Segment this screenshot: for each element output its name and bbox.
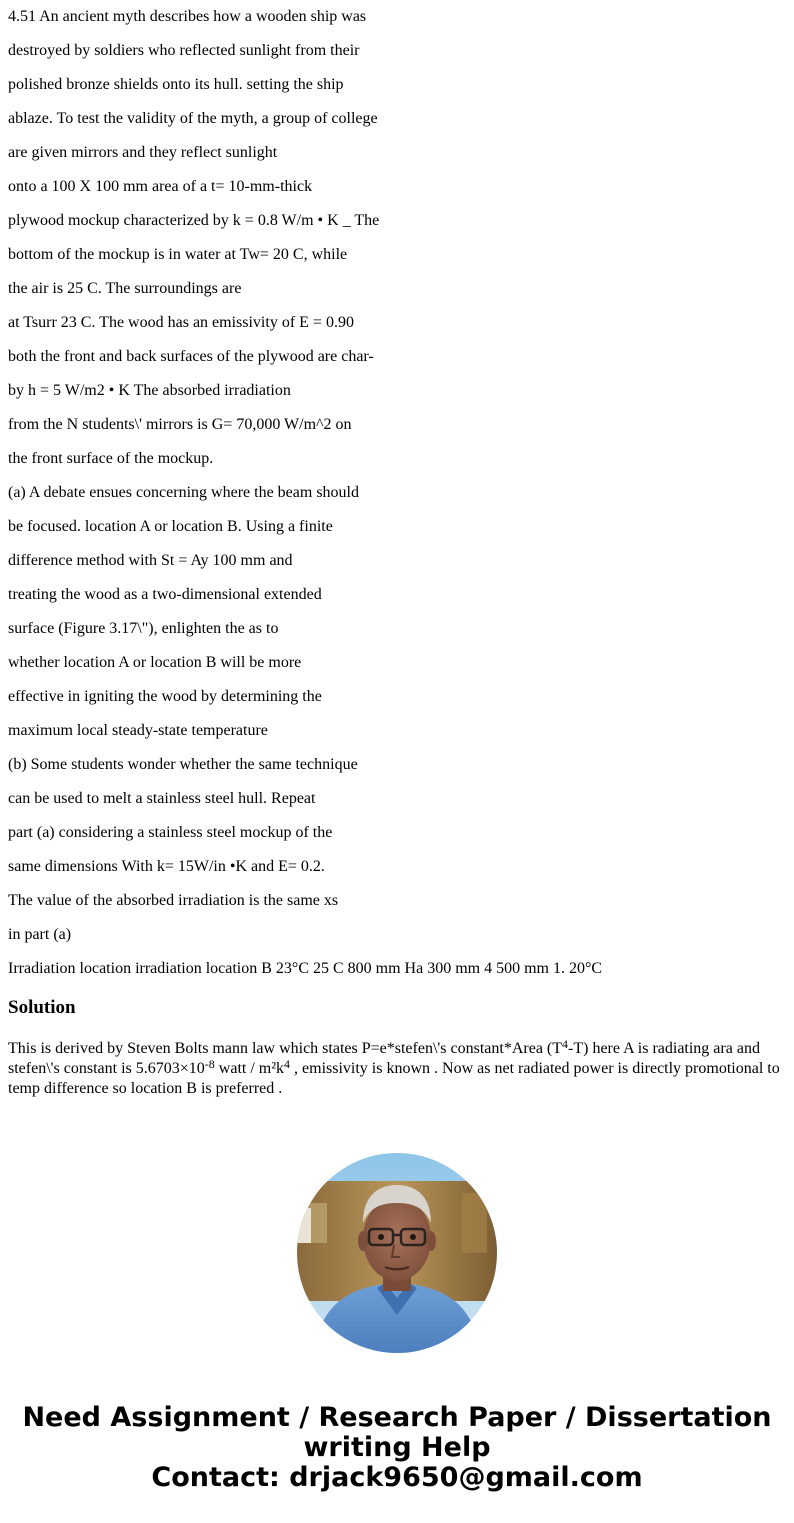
- question-line: The value of the absorbed irradiation is the same xs: [8, 892, 339, 909]
- question-line: bottom of the mockup is in water at Tw= 20 C, while: [8, 246, 348, 263]
- question-text: [8, 0, 788, 986]
- question-line: polished bronze shields onto its hull. setting the ship: [8, 76, 344, 93]
- solution-text: [8, 1039, 788, 1099]
- question-line: from the N students\' mirrors is G= 70,000 W/m^2 on: [8, 416, 352, 433]
- solution-heading: Solution: [8, 997, 76, 1018]
- superscript: 4: [284, 1057, 291, 1071]
- question-line: can be used to melt a stainless steel hull. Repeat: [8, 790, 316, 807]
- question-line: the front surface of the mockup.: [8, 450, 214, 467]
- question-line: effective in igniting the wood by determining the: [8, 688, 322, 705]
- question-line: treating the wood as a two-dimensional extended: [8, 586, 322, 603]
- question-line: same dimensions With k= 15W/in •K and E= 0.2.: [8, 858, 325, 875]
- question-line: destroyed by soldiers who reflected sunlight from their: [8, 42, 360, 59]
- question-line: are given mirrors and they reflect sunlight: [8, 144, 278, 161]
- question-line: whether location A or location B will be more: [8, 654, 302, 671]
- question-line: ablaze. To test the validity of the myth, a group of college: [8, 110, 378, 127]
- author-portrait: [297, 1153, 497, 1353]
- author-avatar: [297, 1153, 497, 1353]
- solution-text-part: -T) here A is radiating ara and stefen\'s constant is 5.6703×10: [8, 1040, 760, 1077]
- solution-text-part: This is derived by Steven Bolts mann law which states P=e*stefen\'s constant*Area (T: [8, 1040, 563, 1057]
- footer-line: writing Help: [303, 1432, 491, 1463]
- question-line: (b) Some students wonder whether the same technique: [8, 756, 358, 773]
- question-line: the air is 25 C. The surroundings are: [8, 280, 242, 297]
- question-line: plywood mockup characterized by k = 0.8 W/m • K _ The: [8, 212, 380, 229]
- question-line: be focused. location A or location B. Using a finite: [8, 518, 333, 535]
- question-line: in part (a): [8, 926, 72, 943]
- solution-text-part: , emissivity is known . Now as net radiated power is directly promotional to temp difference so location B is preferred .: [8, 1060, 780, 1097]
- question-line: 4.51 An ancient myth describes how a wooden ship was: [8, 8, 367, 25]
- footer-contact: Contact: drjack9650@gmail.com: [151, 1462, 643, 1493]
- question-line: difference method with St = Ay 100 mm and: [8, 552, 293, 569]
- solution-text-part: watt / m²k: [214, 1060, 285, 1077]
- question-line: (a) A debate ensues concerning where the beam should: [8, 484, 359, 501]
- question-line: maximum local steady-state temperature: [8, 722, 268, 739]
- superscript: -8: [204, 1057, 215, 1071]
- question-line: part (a) considering a stainless steel mockup of the: [8, 824, 333, 841]
- question-line: at Tsurr 23 C. The wood has an emissivity of E = 0.90: [8, 314, 354, 331]
- superscript: 4: [562, 1037, 569, 1051]
- question-line: surface (Figure 3.17\"), enlighten the as to: [8, 620, 279, 637]
- footer-promo: [0, 1403, 794, 1493]
- question-line: onto a 100 X 100 mm area of a t= 10-mm-thick: [8, 178, 313, 195]
- footer-line: Need Assignment / Research Paper / Dissertation: [22, 1402, 772, 1433]
- question-line: both the front and back surfaces of the plywood are char-: [8, 348, 374, 365]
- question-line: Irradiation location irradiation location B 23°C 25 C 800 mm Ha 300 mm 4 500 mm 1. 20°C: [8, 960, 603, 977]
- question-line: by h = 5 W/m2 • K The absorbed irradiation: [8, 382, 291, 399]
